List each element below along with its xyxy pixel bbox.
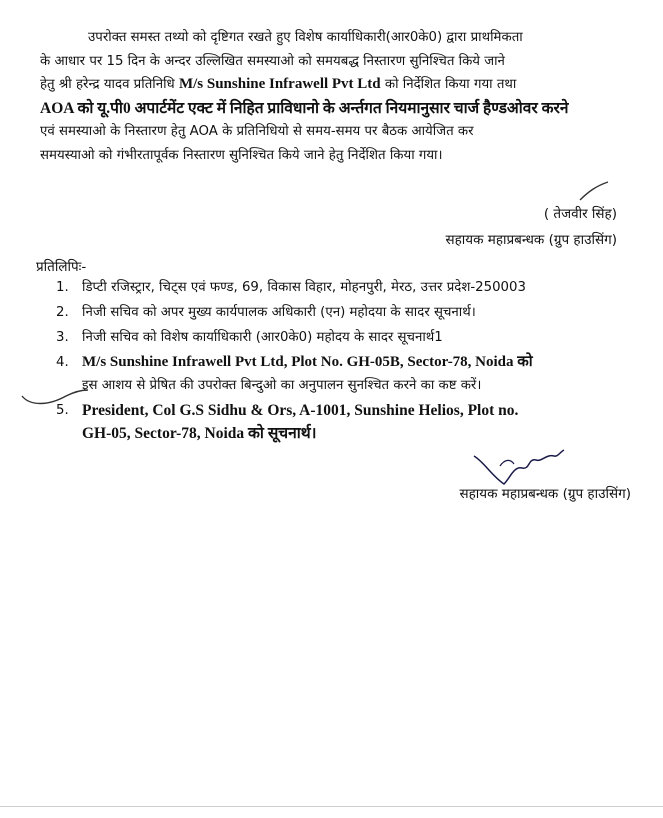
- cc-item-2: [56, 301, 636, 324]
- cc-item-text: निजी सचिव को विशेष कार्याधिकारी (आर0के0) महोदय के सादर सूचनार्थ1: [82, 330, 443, 345]
- body-line-4: AOA को यू.पी0 अपार्टमेंट एक्ट में निहित प्राविधानो के अर्न्तगत नियमानुसार चार्ज हैण्डओवर करने: [40, 99, 569, 117]
- tick-mark-icon: [578, 180, 610, 202]
- body-paragraph: [40, 26, 620, 167]
- pen-stroke-icon: [20, 386, 90, 408]
- signatory-title: सहायक महाप्रबन्धक (ग्रुप हाउसिंग): [445, 232, 617, 248]
- body-line-6: समयस्याओ को गंभीरतापूर्वक निस्तारण सुनिश्चित किये जाने हेतु निर्देशित किया गया।: [40, 147, 443, 163]
- bottom-signatory-title: सहायक महाप्रबन्धक (ग्रुप हाउसिंग): [459, 486, 631, 502]
- cc-item-1: [56, 276, 636, 299]
- page-bottom-divider: [0, 806, 663, 807]
- body-line-3: [40, 73, 620, 97]
- signatory-name: ( तेजवीर सिंह): [543, 206, 617, 222]
- cc-item-text: President, Col G.S Sidhu & Ors, A-1001, Sunshine Helios, Plot no.: [82, 402, 519, 419]
- company-name: M/s Sunshine Infrawell Pvt Ltd: [178, 76, 381, 92]
- body-line-3-text: हेतु श्री हरेन्द्र यादव प्रतिनिधि M/s Sunshine Infrawell Pvt Ltd को निर्देशित किया गया तथा: [40, 76, 517, 92]
- cc-item-text: डिप्टी रजिस्ट्रार, चिट्स एवं फण्ड, 69, विकास विहार, मोहनपुरी, मेरठ, उत्तर प्रदेश-250003: [82, 280, 526, 295]
- cc-item-text: निजी सचिव को अपर मुख्य कार्यपालक अधिकारी (एन) महोदया के सादर सूचनार्थ।: [82, 305, 476, 320]
- signature-icon: [470, 448, 566, 488]
- body-line-1: उपरोक्त समस्त तथ्यो को दृष्टिगत रखते हुए विशेष कार्याधिकारी(आर0के0) द्वारा प्राथमिकता: [88, 30, 523, 45]
- cc-item-4: [56, 351, 636, 397]
- cc-list: [56, 276, 636, 447]
- cc-heading: प्रतिलिपिः-: [36, 259, 87, 275]
- cc-item-text-cont: GH-05, Sector-78, Noida को सूचनार्थ।: [82, 425, 317, 442]
- cc-item-number: 2.: [56, 305, 69, 320]
- cc-item-number: 4.: [56, 355, 69, 370]
- cc-item-3: [56, 326, 636, 349]
- cc-item-5: [56, 399, 636, 445]
- body-line-5: एवं समस्याओ के निस्तारण हेतु AOA के प्रतिनिधियो से समय-समय पर बैठक आयेजित कर: [40, 124, 474, 139]
- cc-item-text-cont: इस आशय से प्रेषित की उपरोक्त बिन्दुओ का अनुपालन सुनश्चित करने का कष्ट करें।: [82, 378, 482, 393]
- cc-item-number: 1.: [56, 280, 69, 295]
- cc-item-number: 3.: [56, 330, 69, 345]
- cc-item-text: M/s Sunshine Infrawell Pvt Ltd, Plot No. GH-05B, Sector-78, Noida को: [82, 354, 533, 370]
- cc-item-number: 5.: [56, 403, 69, 418]
- body-line-2: के आधार पर 15 दिन के अन्दर उल्लिखित समस्याओ को समयबद्ध निस्तारण सुनिश्चित किये जाने: [40, 53, 505, 69]
